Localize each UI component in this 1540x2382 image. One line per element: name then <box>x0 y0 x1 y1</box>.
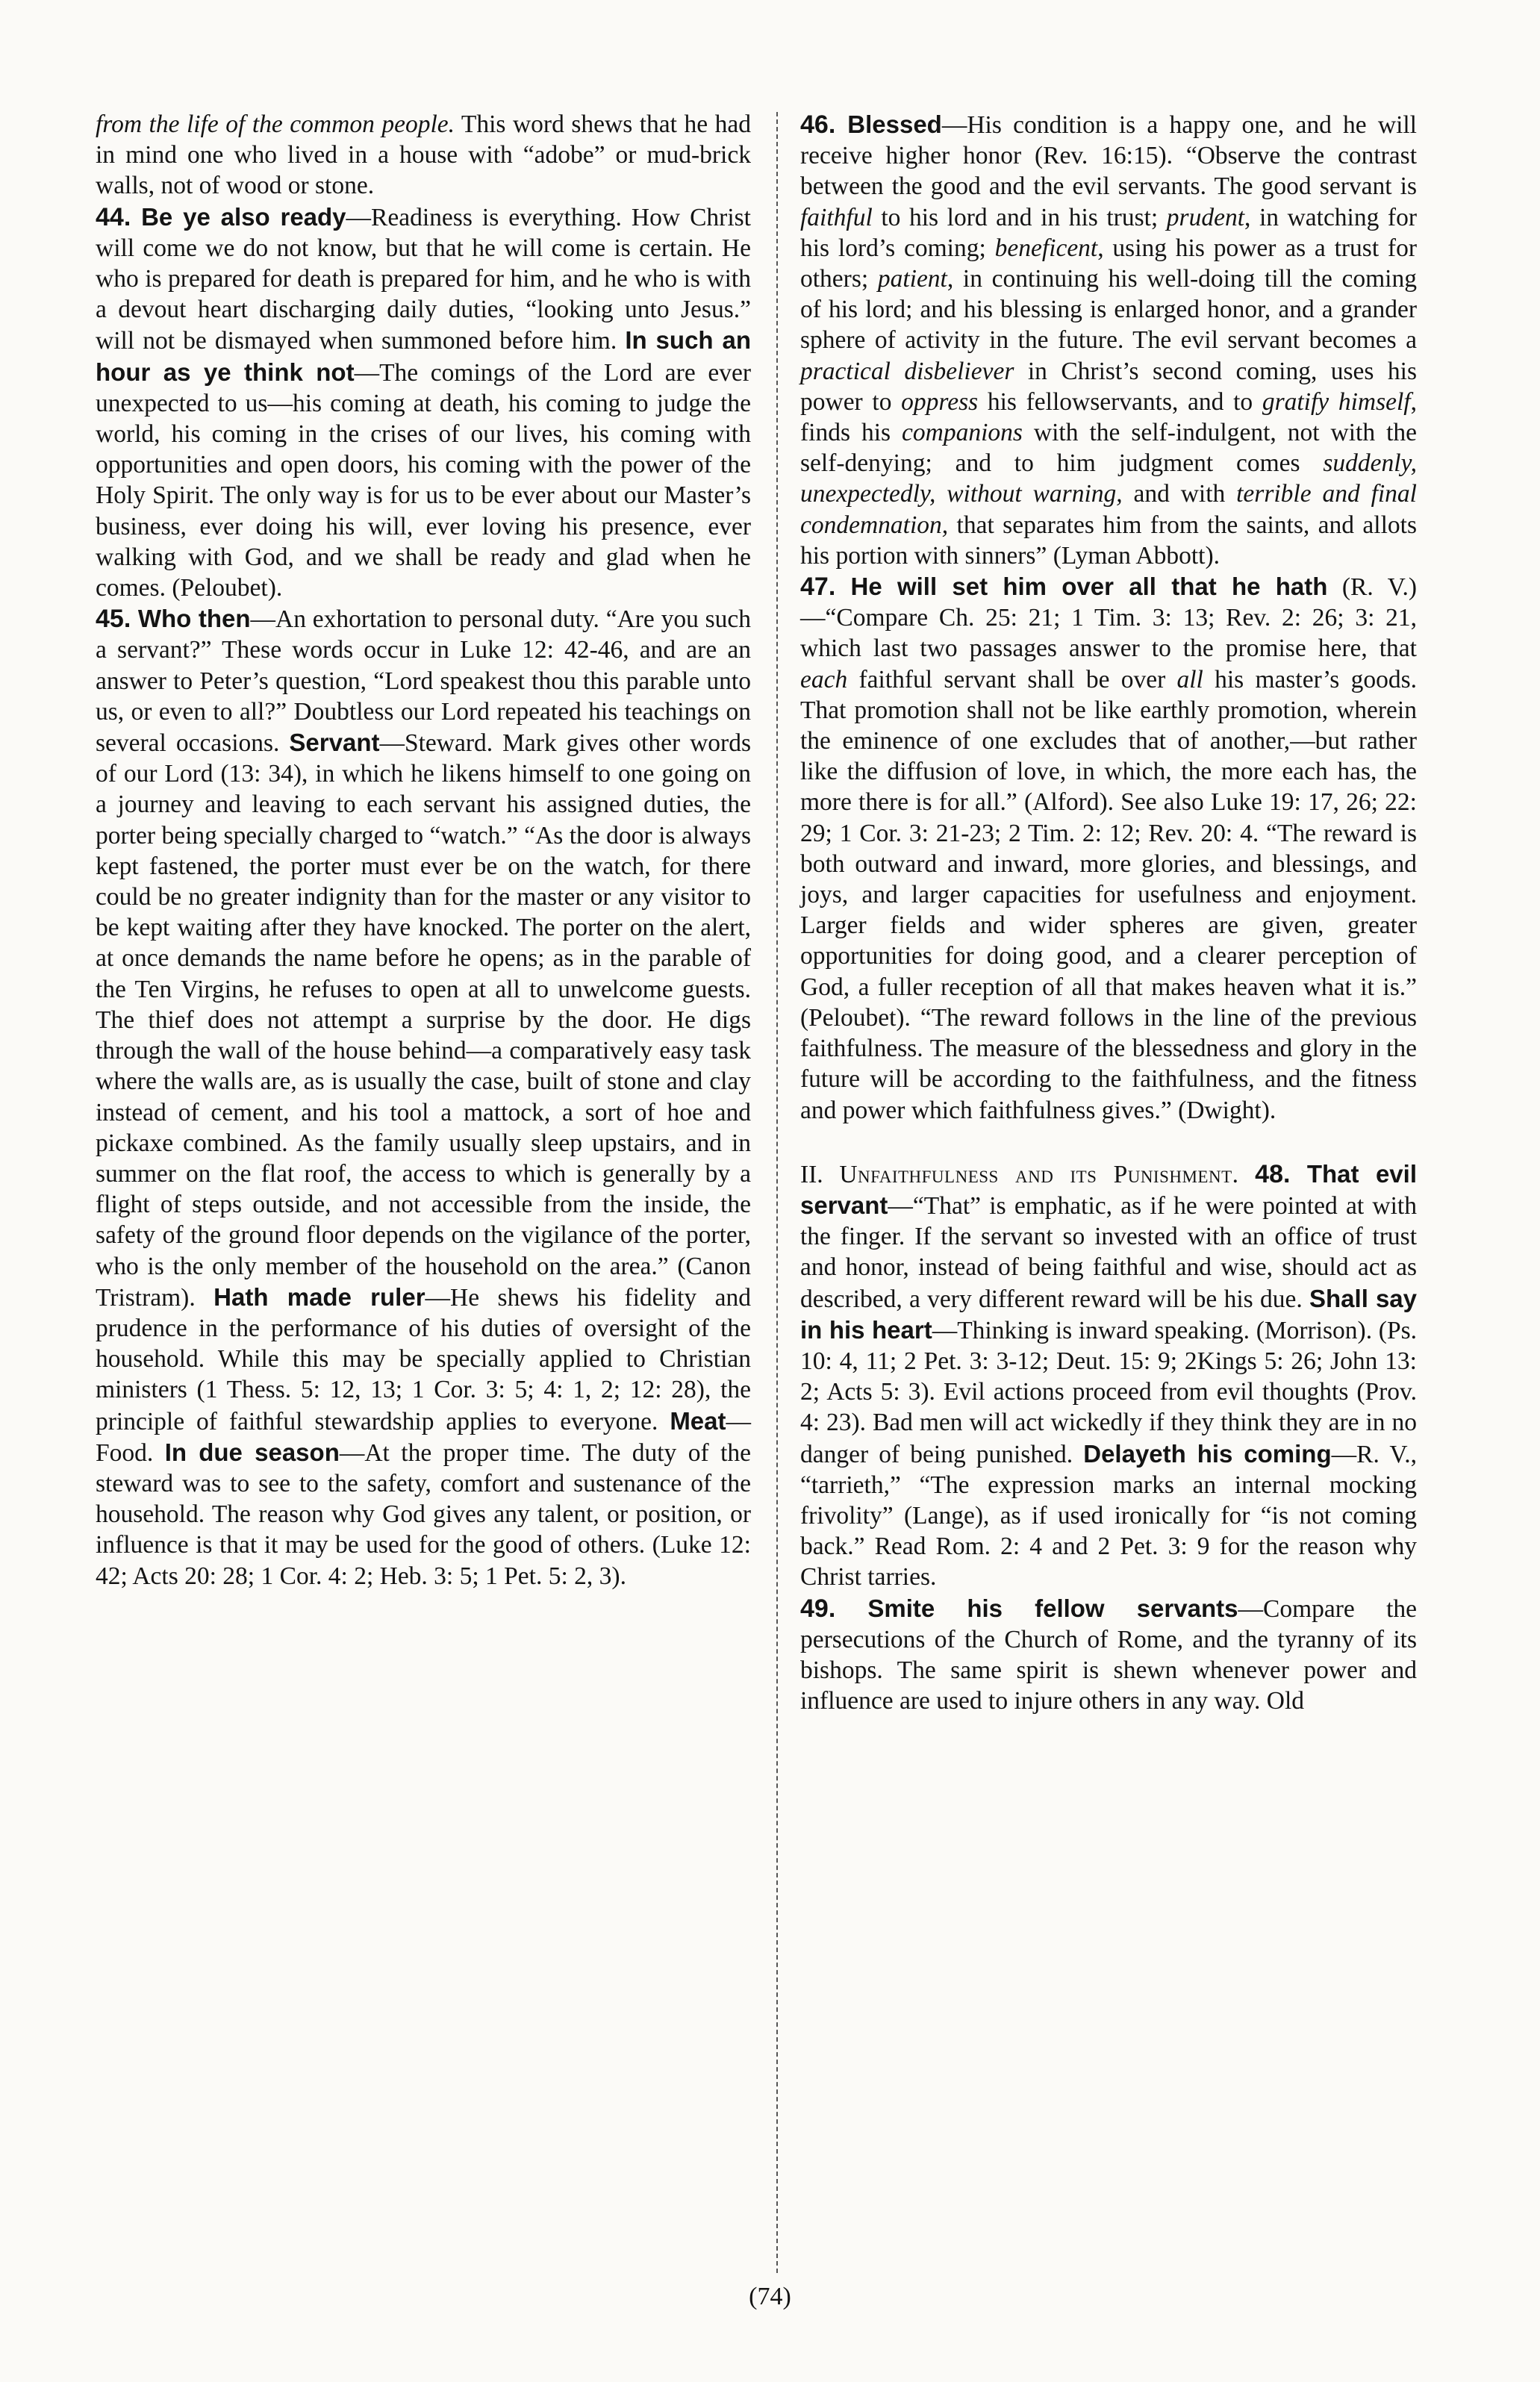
text-run: —Compare the persecutions of the Church of Rome, and the tyranny of its bishops. The same spirit is shewn whenever power and influence are used to injure others in any way. Old <box>800 1594 1417 1715</box>
italic-text: terrible and final condemnation, <box>800 480 1417 539</box>
text-run: to his lord and in his trust; <box>872 203 1167 231</box>
text-run: (R. V.)—“Compare Ch. 25: 21; 1 Tim. 3: 13; Rev. 2: 26; 3: 21, which last two passages answer to the promise here, that <box>800 573 1417 663</box>
left-column <box>96 109 751 1591</box>
paragraph <box>800 571 1417 1126</box>
italic-text: faithful <box>800 203 873 231</box>
italic-text: all <box>1176 665 1203 693</box>
section-heading: Unfaithfulness and its Punishment. <box>839 1160 1239 1188</box>
lemma-phrase: Smite his fellow servants <box>835 1594 1238 1622</box>
text-run: —His condition is a happy one, and he will receive higher honor (Rev. 16:15). “Observe the contrast between the good and the evil servants. The good servant is <box>800 111 1417 201</box>
text-run: —At the proper time. The duty of the steward was to see to the safety, comfort and sustenance of the household. The reason why God gives any talent, or position, or influence is that it may be used for the good of others. (Luke 12: 42; Acts 20: 28; 1 Cor. 4: 2; Heb. 3: 5; 1 Pet. 5: 2, 3). <box>96 1438 751 1590</box>
paragraph <box>96 109 751 202</box>
text-run: —“That” is emphatic, as if he were pointed at with the finger. If the servant so invested with an office of trust and honor, instead of being faithful and wise, should act as described, a very different reward will be his due. <box>800 1191 1417 1313</box>
paragraph <box>800 109 1417 571</box>
text-run: that separates him from the saints, and allots his portion with sinners” (Lyman Abbott). <box>800 511 1417 570</box>
text-run: with the self-indulgent, not with the self-denying; and to him judgment comes <box>800 419 1417 478</box>
lemma-phrase: Servant <box>289 729 380 757</box>
lemma-phrase: Delayeth his coming <box>1083 1439 1332 1468</box>
text-run: —Food. <box>96 1407 751 1467</box>
text-run: —Thinking is inward speaking. (Morrison). (Ps. 10: 4, 11; 2 Pet. 3: 3-12; Deut. 15: 9; 2Kings 5: 26; John 13: 2; Acts 5: 3). Evil actions proceed from evil thoughts (Prov. 4: 23). Bad men will act wickedly if they think they are in no danger of being punished. <box>800 1316 1417 1468</box>
text-run: and with <box>1122 480 1237 508</box>
text-run: his master’s goods. That promotion shall not be like earthly promotion, wherein the eminence of one excludes that of another,—but rather like the diffusion of love, in which, the more each has, the more there is for all.” (Alford). See also Luke 19: 17, 26; 22: 29; 1 Cor. 3: 21-23; 2 Tim. 2: 12; Rev. 20: 4. “The reward is both outward and inward, more glories, and blessings, and joys, and larger capacities for usefulness and enjoyment. Larger fields and wider spheres are given, greater opportunities for doing good, and a clearer perception of God, a fuller reception of all that makes heaven what it is.” (Peloubet). “The reward follows in the line of the previous faithfulness. The measure of the blessedness and glory in the future will be according to the faithfulness, and the fitness and power which faithfulness gives.” (Dwight). <box>800 665 1417 1124</box>
italic-text: suddenly, unexpectedly, without warning, <box>800 449 1417 508</box>
lemma-phrase: That evil servant <box>800 1159 1417 1219</box>
paragraph <box>800 1159 1417 1593</box>
italic-text: practical disbeliever <box>800 357 1014 385</box>
text-run: , using his power as a trust for others; <box>800 234 1417 293</box>
lemma-phrase: Be ye also ready <box>131 202 346 231</box>
text-run: , finds his <box>800 387 1417 447</box>
text-run: —Readiness is everything. How Christ will come we do not know, but that he will come is certain. He who is prepared for death is prepared for him, and he who is with a devout heart discharging daily duties, “looking unto Jesus.” will not be dismayed when summoned before him. <box>96 203 751 355</box>
lemma-phrase: He will set him over all that he hath <box>835 573 1328 601</box>
text-run: in Christ’s second coming, uses his power to <box>800 357 1418 416</box>
lemma-phrase: In such an hour as ye think not <box>96 326 751 386</box>
italic-text: each <box>800 665 848 693</box>
column-divider <box>776 112 778 2273</box>
lemma-phrase: Blessed <box>835 110 942 138</box>
verse-number: 47. <box>800 573 836 602</box>
paragraph <box>800 1593 1417 1717</box>
lemma-phrase: Hath made ruler <box>213 1282 425 1311</box>
italic-text: oppress <box>901 387 979 416</box>
lemma-phrase: Shall say in his heart <box>800 1284 1417 1344</box>
italic-text: companions <box>902 419 1023 447</box>
text-run: , in watching for his lord’s coming; <box>800 203 1417 262</box>
lemma-phrase: Who then <box>131 605 251 633</box>
verse-number: 49. <box>800 1594 836 1623</box>
verse-number: 45. <box>96 605 131 634</box>
text-run: —The comings of the Lord are ever unexpected to us—his coming at death, his coming to judge the world, his coming in the crises of our lives, his coming with opportunities and open doors, his coming with the power of the Holy Spirit. The only way is for us to be ever about our Master’s business, ever doing his will, ever loving his presence, ever walking with God, and we shall be ready and glad when he comes. (Peloubet). <box>96 358 751 602</box>
verse-number: 44. <box>96 202 131 231</box>
text-run: II. <box>800 1160 840 1188</box>
text-run: his fellowservants, and to <box>978 387 1262 416</box>
text-run: —Steward. Mark gives other words of our Lord (13: 34), in which he likens himself to one going on a journey and leaving to each servant his assigned duties, the porter being specially charged to “watch.” “As the door is always kept fastened, the porter must ever be on the watch, for there could be no greater indignity than for the master or any visitor to be kept waiting after they have knocked. The porter on the alert, at once demands the name before he opens; as in the parable of the Ten Virgins, he refuses to open at all to unwelcome guests. The thief does not attempt a surprise by the door. He digs through the wall of the house behind—a comparatively easy task where the walls are, as is usually the case, built of stone and clay instead of cement, and his tool a mattock, a sort of hoe and pickaxe combined. As the family usually sleep upstairs, and in summer on the flat roof, the access to which is generally by a flight of steps outside, and not accessible from the inside, the safety of the ground floor depends on the vigilance of the porter, who is the only member of the household on the area.” (Canon Tristram). <box>96 729 751 1312</box>
text-run: —R. V., “tarrieth,” “The expression marks an internal mocking frivolity” (Lange), as if used ironically for “is not coming back.” Read Rom. 2: 4 and 2 Pet. 3: 9 for the reason why Christ tarries. <box>800 1440 1417 1591</box>
lemma-phrase: Meat <box>670 1406 726 1435</box>
italic-text: patient <box>877 265 947 293</box>
italic-text: gratify himself <box>1262 387 1411 416</box>
text-run: —He shews his fidelity and prudence in the performance of his duties of oversight of the household. While this may be specially applied to Christian ministers (1 Thess. 5: 12, 13; 1 Cor. 3: 5; 4: 1, 2; 12: 28), the principle of faithful stewardship applies to everyone. <box>96 1283 751 1435</box>
paragraph <box>96 603 751 1591</box>
text-run: , in continuing his well-doing till the coming of his lord; and his blessing is enlarged honor, and a grander sphere of activity in the future. The evil servant becomes a <box>800 265 1417 355</box>
text-run <box>1239 1161 1256 1188</box>
verse-number: 48. <box>1255 1159 1291 1188</box>
page-number: (74) <box>749 2283 791 2310</box>
right-column <box>800 109 1417 1716</box>
text-run: —An exhortation to personal duty. “Are you such a servant?” These words occur in Luke 12: 42-46, and are an answer to Peter’s question, “Lord speakest thou this parable unto us, or even to all?” Doubtless our Lord repeated his teachings on several occasions. <box>96 605 751 758</box>
italic-text: from the life of the common people. <box>96 110 455 138</box>
text-run: faithful servant shall be over <box>847 665 1177 693</box>
text-run: This word shews that he had in mind one who lived in a house with “adobe” or mud-brick walls, not of wood or stone. <box>96 110 751 200</box>
paragraph <box>96 202 751 604</box>
verse-number: 46. <box>800 110 836 139</box>
italic-text: beneficent <box>994 234 1098 262</box>
lemma-phrase: In due season <box>164 1438 340 1466</box>
italic-text: prudent <box>1166 203 1245 231</box>
